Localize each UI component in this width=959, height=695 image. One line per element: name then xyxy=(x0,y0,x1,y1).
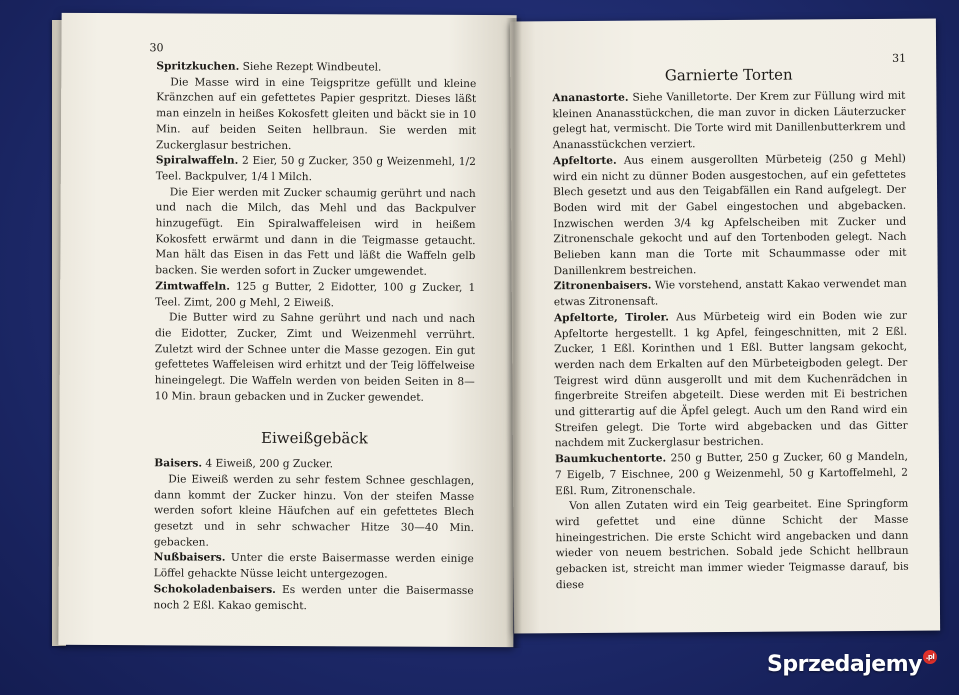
recipe-text: Aus Mürbeteig wird ein Boden wie zur Apfeltorte hergestellt. 1 kg Apfel, feingeschnitten, mit 2 Eßl. Zucker, 1 Eßl. Korinthen und 1 Eßl. Butter langsam gekocht, werden nach dem Erkalten auf den Mürbeteigboden gelegt. Der Teigrest wird dünn ausgerollt und mit dem Kuchenrädchen in fingerbreite Streifen abgeteilt. Diese werden mit Ei bestrichen und gitterartig auf die Äpfel gelegt. Auch um den Rand wird ein Streifen gelegt. Die Torte wird abgebacken und das Gitter nachdem mit Zuckerglasur bestrichen. xyxy=(554,309,908,450)
recipe-text: 125 g Butter, 2 Eidotter, 100 g Zucker, 1 Teel. Zimt, 200 g Mehl, 2 Eiweiß. xyxy=(155,280,476,309)
section-heading-garnierte-torten: Garnierte Torten xyxy=(664,65,793,85)
recipe-title: Ananastorte. xyxy=(552,91,629,105)
recipe-title: Baumkuchentorte. xyxy=(554,452,667,466)
recipe-text: Die Eiweiß werden zu sehr festem Schnee geschlagen, dann kommt der Zucker hinzu. Von der steifen Masse werden sofort kleine Häufchen auf ein gefettetes Blech gesetzt und in sehr schwacher Hitze 30—40 Min. gebacken. xyxy=(153,473,475,549)
recipe-text: Es werden unter die Baisermasse noch 2 Eßl. Kakao gemischt. xyxy=(153,583,474,612)
recipe-paragraph xyxy=(155,185,475,281)
recipe-title: Baisers. xyxy=(154,457,203,470)
page-number-right: 31 xyxy=(892,51,907,65)
left-page xyxy=(58,13,516,647)
page-number-left: 30 xyxy=(149,41,164,55)
recipe-text: Die Masse wird in eine Teigspritze gefüllt und kleine Kränzchen auf ein gefettetes Papier gespritzt. Dieses läßt man einzeln in heißes Kokosfett gleiten und bäckt sie in 10 Min. auf beiden Seiten hellbraun. Sie werden mit Zuckerglasur bestrichen. xyxy=(155,76,477,152)
recipe-text: 250 g Butter, 250 g Zucker, 60 g Mandeln, 7 Eigelb, 7 Eischnee, 200 g Weizenmehl, 50 g Kartoffelmehl, 2 Eßl. Rum, Zitronenschale. xyxy=(554,450,909,497)
right-page-text xyxy=(552,89,908,594)
watermark-logo: Sprzedajemy .pl xyxy=(767,652,937,677)
recipe-paragraph xyxy=(154,582,474,615)
recipe-title: Nußbaisers. xyxy=(153,551,226,565)
recipe-paragraph xyxy=(555,450,908,500)
recipe-paragraph xyxy=(554,309,908,453)
recipe-paragraph xyxy=(155,311,475,407)
recipe-text: Wie vorstehend, anstatt Kakao verwendet man etwas Zitronensaft. xyxy=(553,278,907,309)
recipe-paragraph xyxy=(156,59,476,76)
recipe-paragraph xyxy=(156,154,476,187)
recipe-title: Schokoladenbaisers. xyxy=(153,583,276,596)
recipe-paragraph xyxy=(155,279,475,312)
open-book xyxy=(52,14,940,654)
right-page xyxy=(510,19,940,634)
recipe-paragraph xyxy=(553,152,907,280)
recipe-paragraph xyxy=(154,472,474,552)
recipe-title: Spritzkuchen. xyxy=(156,60,240,73)
recipe-text: Die Eier werden mit Zucker schaumig gerührt und nach und nach die Milch, das Mehl und das Backpulver hinzugefügt. Ein Spiralwaffeleisen wird in heißem Kokosfett erwärmt und dann in die Teigmasse getaucht. Man hält das Eisen in das Fett und läßt die Waffeln gelb backen. Sie werden sofort in Zucker umgewendet. xyxy=(155,186,476,278)
recipe-text: Von allen Zutaten wird ein Teig gearbeitet. Eine Springform wird gefettet und eine dünne Schicht der Masse hineingestrichen. Die erste Schicht wird angebacken und dann wieder von neuem bestrichen. Sobald jede Schicht hellbraun gebacken ist, streicht man immer wieder Teigmasse darauf, bis diese xyxy=(555,498,909,591)
recipe-title: Spiralwaffeln. xyxy=(155,154,239,167)
recipe-paragraph xyxy=(156,75,476,155)
left-page-text xyxy=(154,59,477,615)
recipe-title: Zitronenbaisers. xyxy=(553,279,652,293)
recipe-paragraph xyxy=(154,551,474,584)
recipe-text: Die Butter wird zu Sahne gerührt und nach und nach die Eidotter, Zucker, Zimt und Weizenmehl verrührt. Zuletzt wird der Schnee unter die Masse gezogen. Ein gut gefettetes Waffeleisen wird erhitzt und der Teig löffelweise hineingelegt. Die Waffeln werden von beiden Seiten in 8—10 Min. braun gebacken und in Zucker gewendet. xyxy=(154,311,476,404)
recipe-text: Aus einem ausgerollten Mürbeteig (250 g Mehl) wird ein nicht zu dünner Boden ausgestochen, auf ein gefettetes Blech gesetzt und aus den Teigabfällen ein Rand aufgelegt. Der Boden wird mit der Gabel eingestochen und abgebacken. Inzwischen werden 3/4 kg Apfelscheiben mit Zucker und Zitronenschale gekocht und auf den Tortenboden gelegt. Nach Belieben kann man die Torte mit Schaummasse oder mit Danillenkrem bestreichen. xyxy=(552,152,907,277)
recipe-text: Unter die erste Baisermasse werden einige Löffel gehackte Nüsse leicht untergezogen. xyxy=(153,552,474,581)
recipe-paragraph xyxy=(554,277,907,311)
recipe-text: 2 Eier, 50 g Zucker, 350 g Weizenmehl, 1/2 Teel. Backpulver, 1/4 l Milch. xyxy=(155,154,476,184)
recipe-title: Apfeltorte. xyxy=(552,154,617,168)
recipe-paragraph xyxy=(552,89,905,154)
recipe-text: Siehe Vanilletorte. Der Krem zur Füllung wird mit kleinen Ananasstückchen, die man zuvor in dicken Läuterzucker gelegt hat, vermischt. Die Torte wird mit Danillenbutterkrem und Ananasstückchen verziert. xyxy=(552,89,906,152)
recipe-title: Zimtwaffeln. xyxy=(155,280,230,293)
watermark-badge: .pl xyxy=(923,650,937,664)
book-gutter xyxy=(506,18,522,648)
section-heading-eiweissgebaeck: Eiweißgebäck xyxy=(260,429,368,448)
recipe-text: 4 Eiweiß, 200 g Zucker. xyxy=(202,457,334,471)
recipe-paragraph xyxy=(154,456,474,473)
recipe-text: Siehe Rezept Windbeutel. xyxy=(239,60,382,74)
recipe-paragraph xyxy=(555,497,909,594)
recipe-title: Apfeltorte, Tiroler. xyxy=(553,311,669,325)
